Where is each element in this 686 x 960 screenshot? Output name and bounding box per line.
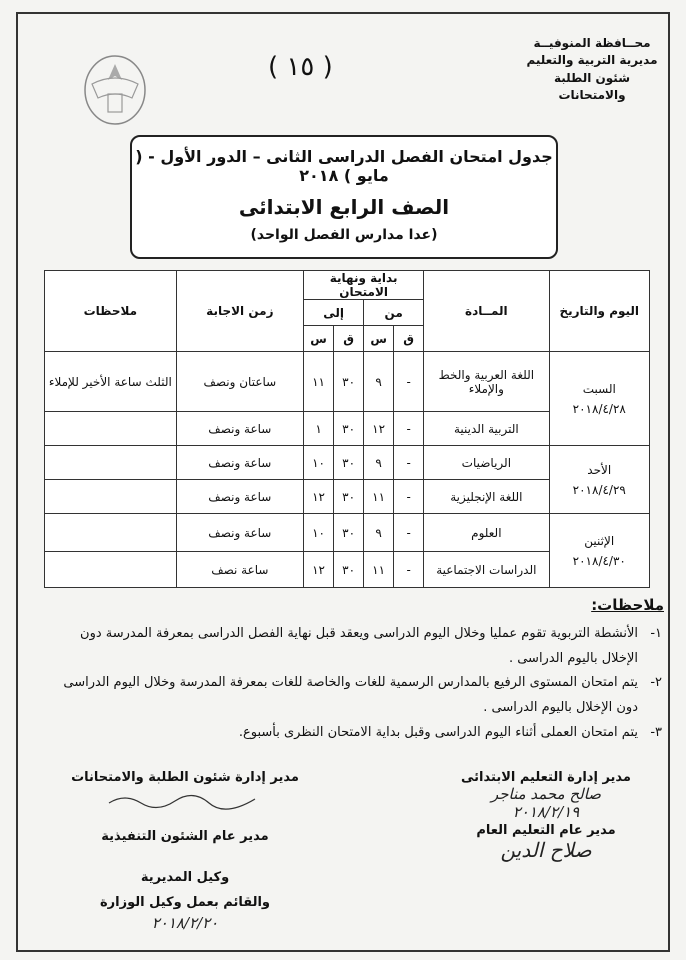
table-row bbox=[45, 446, 650, 480]
right-signer-title: مدير إدارة التعليم الابتدائى bbox=[461, 770, 631, 785]
header-duration: زمن الاجابة bbox=[176, 271, 303, 352]
day-cell bbox=[549, 446, 649, 514]
header-to-q: ق bbox=[334, 326, 364, 352]
header-from-s: س bbox=[364, 326, 394, 352]
exam-table bbox=[44, 270, 650, 588]
notes-cell bbox=[45, 412, 177, 446]
day-date: ٢٠١٨/٤/٢٩ bbox=[572, 482, 626, 497]
note-text: يتم امتحان العملى أثناء اليوم الدراسى وقبل بداية الامتحان النظرى بأسبوع. bbox=[238, 724, 638, 740]
right-signer-signature: صالح محمد مناجر bbox=[490, 785, 602, 803]
note-item bbox=[42, 671, 662, 720]
header-to-s: س bbox=[304, 326, 334, 352]
notes-cell bbox=[45, 552, 177, 588]
note-number: ١- bbox=[650, 626, 662, 641]
header-day: اليوم والتاريخ bbox=[549, 271, 649, 352]
note-text: الأنشطة التربوية تقوم عمليا وخلال اليوم الدراسى ويعقد قبل نهاية الفصل الدراسى بمعرفة المدرسة دون الإخلال باليوم الدراسى . bbox=[80, 626, 638, 666]
to-q-cell: ٣٠ bbox=[334, 352, 364, 412]
left-signature-scribble bbox=[105, 789, 265, 811]
from-s-cell: ١١ bbox=[364, 480, 394, 514]
from-s-cell: ١٢ bbox=[364, 412, 394, 446]
duration-cell: ساعة ونصف bbox=[176, 412, 303, 446]
notes-cell bbox=[45, 446, 177, 480]
from-s-cell: ٩ bbox=[364, 514, 394, 552]
to-q-cell: ٣٠ bbox=[334, 446, 364, 480]
title-box bbox=[130, 135, 558, 259]
day-date: ٢٠١٨/٤/٢٨ bbox=[572, 401, 626, 416]
from-s-cell: ١١ bbox=[364, 552, 394, 588]
day-name: الأحد bbox=[587, 462, 612, 477]
to-s-cell: ١٠ bbox=[304, 446, 334, 480]
note-number: ٢- bbox=[650, 675, 662, 691]
duration-cell: ساعتان ونصف bbox=[176, 352, 303, 412]
note-number: ٣- bbox=[650, 724, 662, 740]
day-cell bbox=[549, 514, 649, 588]
header-notes: ملاحظات bbox=[45, 271, 177, 352]
notes-cell bbox=[45, 514, 177, 552]
day-date: ٢٠١٨/٤/٣٠ bbox=[572, 553, 626, 568]
right-signer-title2: مدير عام التعليم العام bbox=[476, 823, 616, 838]
title-line2: الصف الرابع الابتدائى bbox=[238, 195, 450, 219]
duration-cell: ساعة ونصف bbox=[176, 480, 303, 514]
subject-cell: العلوم bbox=[424, 514, 549, 552]
to-q-cell: ٣٠ bbox=[334, 552, 364, 588]
issuer-line1: محــافظة المنوفيــة bbox=[533, 36, 651, 50]
day-name: السبت bbox=[582, 381, 616, 396]
notes-title: ملاحظات: bbox=[591, 596, 664, 614]
from-q-cell: - bbox=[394, 352, 424, 412]
left-signer-title4: والقائم بعمل وكيل الوزارة bbox=[100, 895, 270, 910]
to-q-cell: ٣٠ bbox=[334, 412, 364, 446]
header-from-q: ق bbox=[394, 326, 424, 352]
left-signer-title2: مدير عام الشئون التنفيذية bbox=[101, 829, 269, 844]
to-s-cell: ١٢ bbox=[304, 480, 334, 514]
day-cell bbox=[549, 352, 649, 446]
to-s-cell: ١٠ bbox=[304, 514, 334, 552]
signature-right bbox=[446, 770, 646, 862]
notes-cell bbox=[45, 480, 177, 514]
to-q-cell: ٣٠ bbox=[334, 514, 364, 552]
left-signer-date: ٢٠١٨/٢/٢٠ bbox=[151, 914, 219, 932]
title-line3: (عدا مدارس الفصل الواحد) bbox=[250, 227, 438, 243]
subject-cell: الرياضيات bbox=[424, 446, 549, 480]
note-item bbox=[42, 721, 662, 746]
header-to: إلى bbox=[304, 300, 364, 326]
from-s-cell: ٩ bbox=[364, 446, 394, 480]
from-q-cell: - bbox=[394, 446, 424, 480]
left-signer-title: مدير إدارة شئون الطلبة والامتحانات bbox=[71, 770, 299, 785]
subject-cell: الدراسات الاجتماعية bbox=[424, 552, 549, 588]
notes-cell: الثلث ساعة الأخير للإملاء bbox=[45, 352, 177, 412]
header-subject: المــادة bbox=[424, 271, 549, 352]
from-s-cell: ٩ bbox=[364, 352, 394, 412]
from-q-cell: - bbox=[394, 552, 424, 588]
from-q-cell: - bbox=[394, 480, 424, 514]
table-row bbox=[45, 352, 650, 412]
left-signer-title3: وكيل المديرية bbox=[140, 870, 230, 885]
to-q-cell: ٣٠ bbox=[334, 480, 364, 514]
notes-list bbox=[42, 622, 662, 745]
duration-cell: ساعة ونصف bbox=[176, 514, 303, 552]
day-name: الإثنين bbox=[584, 533, 615, 548]
duration-cell: ساعة ونصف bbox=[176, 446, 303, 480]
header-from: من bbox=[364, 300, 424, 326]
subject-cell: اللغة الإنجليزية bbox=[424, 480, 549, 514]
table-row bbox=[45, 514, 650, 552]
issuer-line3: شئون الطلبة والامتحانات bbox=[553, 70, 631, 103]
signature-left bbox=[60, 770, 310, 932]
right-signer-signature2: صلاح الدين bbox=[500, 838, 592, 862]
subject-cell: التربية الدينية bbox=[424, 412, 549, 446]
note-text: يتم امتحان المستوى الرفيع بالمدارس الرسمية للغات والخاصة للغات بمعرفة المدرسة وخلال اليوم الدراسى دون الإخلال باليوم الدراسى . bbox=[63, 675, 638, 716]
title-line1: جدول امتحان الفصل الدراسى الثانى – الدور الأول - ( مايو ) ٢٠١٨ bbox=[135, 147, 553, 185]
issuer-block bbox=[522, 35, 662, 105]
note-item bbox=[42, 622, 662, 671]
to-s-cell: ١١ bbox=[304, 352, 334, 412]
header-range: بداية ونهاية الامتحان bbox=[304, 271, 424, 300]
page-number: ( ١٥ ) bbox=[268, 52, 333, 82]
to-s-cell: ١٢ bbox=[304, 552, 334, 588]
duration-cell: ساعة نصف bbox=[176, 552, 303, 588]
from-q-cell: - bbox=[394, 514, 424, 552]
subject-cell: اللغة العربية والخط والإملاء bbox=[424, 352, 549, 412]
from-q-cell: - bbox=[394, 412, 424, 446]
right-signer-date: ٢٠١٨/٢/١٩ bbox=[512, 803, 580, 821]
issuer-line2: مديرية التربية والتعليم bbox=[526, 53, 658, 68]
emblem-icon bbox=[70, 50, 160, 130]
to-s-cell: ١ bbox=[304, 412, 334, 446]
